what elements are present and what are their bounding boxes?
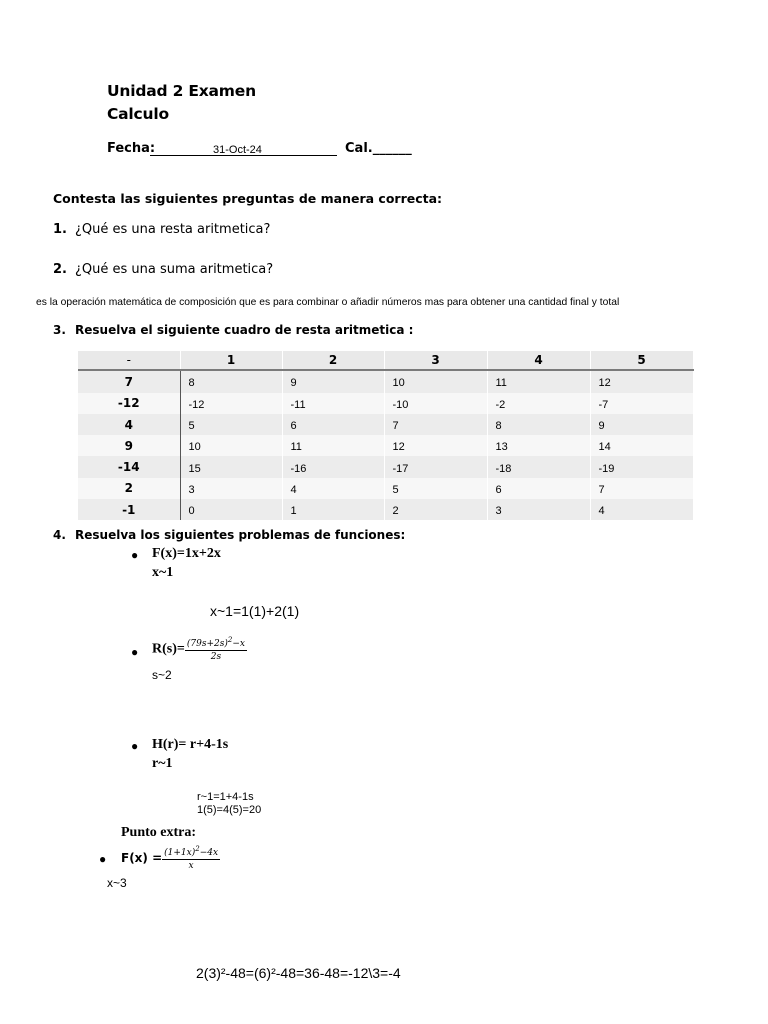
table-cell: 4 xyxy=(282,478,384,499)
f2-var: s~2 xyxy=(152,668,172,682)
table-cell: 11 xyxy=(487,370,590,392)
table-cell: 6 xyxy=(487,478,590,499)
table-header-cell: 2 xyxy=(282,351,384,370)
q3-number: 3. xyxy=(53,323,66,337)
table-cell: 11 xyxy=(282,435,384,456)
row-header-cell: -1 xyxy=(78,499,180,520)
table-cell: -18 xyxy=(487,456,590,477)
f2-numerator-tail: −x xyxy=(232,639,245,649)
f3-label: H(r)= r+4-1s xyxy=(152,737,229,752)
table-cell: 5 xyxy=(384,478,487,499)
exam-title: Unidad 2 Examen xyxy=(107,82,256,100)
table-row xyxy=(78,456,693,477)
row-header-cell: 9 xyxy=(78,435,180,456)
table-cell: 5 xyxy=(180,414,282,435)
f2-label: R(s)= xyxy=(152,641,185,657)
bullet-icon: ● xyxy=(131,645,139,659)
table-cell: -17 xyxy=(384,456,487,477)
extra-numerator-base: (1+1x) xyxy=(164,848,196,858)
table-cell: 9 xyxy=(282,370,384,392)
table-cell: 1 xyxy=(282,499,384,520)
f2-numerator-base: (79s+2s) xyxy=(186,639,228,649)
extra-exponent: 2 xyxy=(195,845,200,853)
extra-expression xyxy=(121,845,220,871)
table-cell: 7 xyxy=(590,478,693,499)
row-header-cell: -12 xyxy=(78,393,180,414)
q2-number: 2. xyxy=(53,262,67,277)
row-header-cell: 4 xyxy=(78,414,180,435)
f2-exponent: 2 xyxy=(227,636,233,644)
q2-text: ¿Qué es una suma aritmetica? xyxy=(75,262,274,277)
table-cell: -16 xyxy=(282,456,384,477)
row-header-cell: 2 xyxy=(78,478,180,499)
table-row xyxy=(78,478,693,499)
f1-label: F(x)=1x+2x xyxy=(152,546,221,561)
table-cell: 14 xyxy=(590,435,693,456)
table-row xyxy=(78,370,693,392)
extra-var: x~3 xyxy=(107,876,127,890)
subject-title: Calculo xyxy=(107,105,169,123)
table-cell: -12 xyxy=(180,393,282,414)
instructions: Contesta las siguientes preguntas de manera correcta: xyxy=(53,191,443,206)
f2-expression xyxy=(152,636,247,662)
subtraction-table xyxy=(78,351,694,520)
f3-answer-line2: 1(5)=4(5)=20 xyxy=(197,804,262,816)
table-header-cell: - xyxy=(78,351,180,370)
extra-answer: 2(3)²-48=(6)²-48=36-48=-12\3=-4 xyxy=(196,965,401,981)
table-cell: -2 xyxy=(487,393,590,414)
table-cell: 4 xyxy=(590,499,693,520)
table-cell: -7 xyxy=(590,393,693,414)
fecha-label: Fecha: xyxy=(107,141,156,156)
f2-fraction xyxy=(185,636,247,662)
f1-var: x~1 xyxy=(152,565,174,580)
row-header-cell: -14 xyxy=(78,456,180,477)
table-header-cell: 1 xyxy=(180,351,282,370)
cal-label: Cal.______ xyxy=(345,141,412,156)
table-cell: 9 xyxy=(590,414,693,435)
table-header-cell: 3 xyxy=(384,351,487,370)
table-cell: 7 xyxy=(384,414,487,435)
row-header-cell: 7 xyxy=(78,370,180,392)
f2-numerator xyxy=(185,636,247,651)
table-cell: 2 xyxy=(384,499,487,520)
table-cell: 8 xyxy=(180,370,282,392)
table-header-row xyxy=(78,351,693,370)
table-row xyxy=(78,499,693,520)
fecha-value: 31-Oct-24 xyxy=(213,144,262,156)
bullet-icon: ● xyxy=(131,548,139,562)
extra-numerator xyxy=(162,845,220,860)
table-row xyxy=(78,435,693,456)
table-header-cell: 5 xyxy=(590,351,693,370)
f2-denominator: 2s xyxy=(210,652,222,662)
q4-text: Resuelva los siguientes problemas de funciones: xyxy=(75,528,406,542)
table-cell: -19 xyxy=(590,456,693,477)
f1-answer: x~1=1(1)+2(1) xyxy=(210,603,300,619)
extra-title: Punto extra: xyxy=(121,825,197,840)
table-cell: 8 xyxy=(487,414,590,435)
table-cell: 3 xyxy=(487,499,590,520)
table-row xyxy=(78,414,693,435)
table-cell: 12 xyxy=(384,435,487,456)
table-header-cell: 4 xyxy=(487,351,590,370)
bullet-icon: ● xyxy=(99,852,107,866)
table-cell: 12 xyxy=(590,370,693,392)
f3-answer-line1: r~1=1+4-1s xyxy=(197,791,254,803)
table-cell: 3 xyxy=(180,478,282,499)
extra-denominator: x xyxy=(188,861,194,871)
table-cell: 10 xyxy=(180,435,282,456)
table-cell: 13 xyxy=(487,435,590,456)
table-cell: 10 xyxy=(384,370,487,392)
table-cell: -10 xyxy=(384,393,487,414)
bullet-icon: ● xyxy=(131,739,139,753)
q1-text: ¿Qué es una resta aritmetica? xyxy=(75,222,271,237)
q3-text: Resuelva el siguiente cuadro de resta aritmetica : xyxy=(75,323,414,337)
extra-label: F(x) = xyxy=(121,851,163,866)
extra-fraction xyxy=(162,845,220,871)
table-cell: 6 xyxy=(282,414,384,435)
f3-var: r~1 xyxy=(152,756,173,771)
table-cell: -11 xyxy=(282,393,384,414)
table-cell: 15 xyxy=(180,456,282,477)
q4-number: 4. xyxy=(53,528,66,542)
table-cell: 0 xyxy=(180,499,282,520)
extra-numerator-tail: −4x xyxy=(199,848,219,858)
table-row xyxy=(78,393,693,414)
q2-answer: es la operación matemática de composición que es para combinar o añadir números mas para obtener una cantidad final y total xyxy=(36,297,620,308)
q1-number: 1. xyxy=(53,222,67,237)
